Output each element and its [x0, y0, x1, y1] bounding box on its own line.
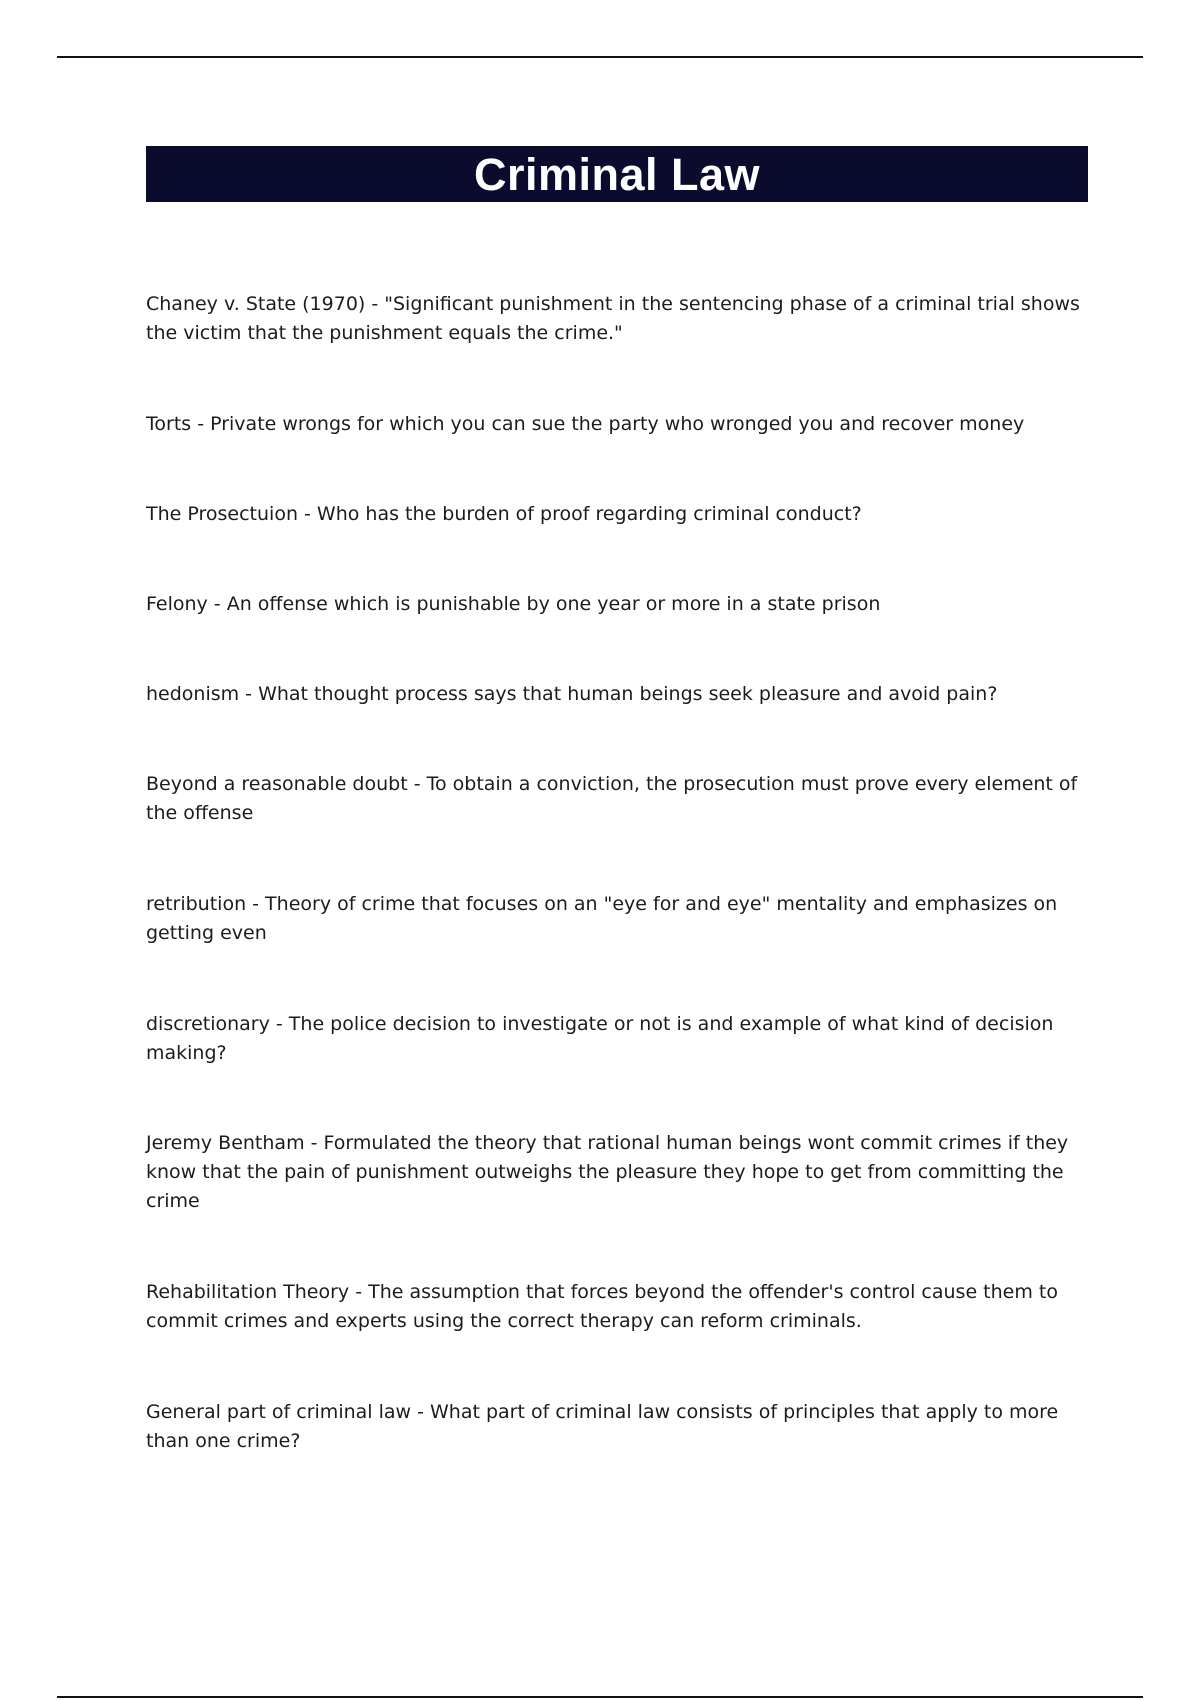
list-item: Rehabilitation Theory - The assumption that forces beyond the offender's control cause them to commit crimes and experts using the correct therapy can reform criminals.: [146, 1281, 1058, 1332]
list-item: Torts - Private wrongs for which you can sue the party who wronged you and recover money: [146, 413, 1025, 435]
list-item: General part of criminal law - What part of criminal law consists of principles that apply to more than one crime?: [146, 1401, 1059, 1452]
bottom-divider: [57, 1696, 1143, 1698]
list-item: hedonism - What thought process says that human beings seek pleasure and avoid pain?: [146, 683, 998, 705]
list-item: Chaney v. State (1970) - "Significant punishment in the sentencing phase of a criminal trial shows the victim that the punishment equals the crime.": [146, 293, 1080, 344]
list-item: retribution - Theory of crime that focuses on an "eye for and eye" mentality and emphasizes on getting even: [146, 893, 1058, 944]
list-item: The Prosectuion - Who has the burden of proof regarding criminal conduct?: [146, 503, 862, 525]
page-title: Criminal Law: [473, 148, 761, 200]
list-item: Beyond a reasonable doubt - To obtain a conviction, the prosecution must prove every element of the offense: [146, 773, 1078, 824]
flashcard-list: [146, 290, 1092, 1456]
list-item: discretionary - The police decision to investigate or not is and example of what kind of decision making?: [146, 1013, 1054, 1064]
list-item: Jeremy Bentham - Formulated the theory that rational human beings wont commit crimes if they know that the pain of punishment outweighs the pleasure they hope to get from committing the crime: [146, 1132, 1069, 1212]
list-item: Felony - An offense which is punishable by one year or more in a state prison: [146, 593, 881, 615]
top-divider: [57, 56, 1143, 58]
title-banner: [146, 146, 1088, 202]
